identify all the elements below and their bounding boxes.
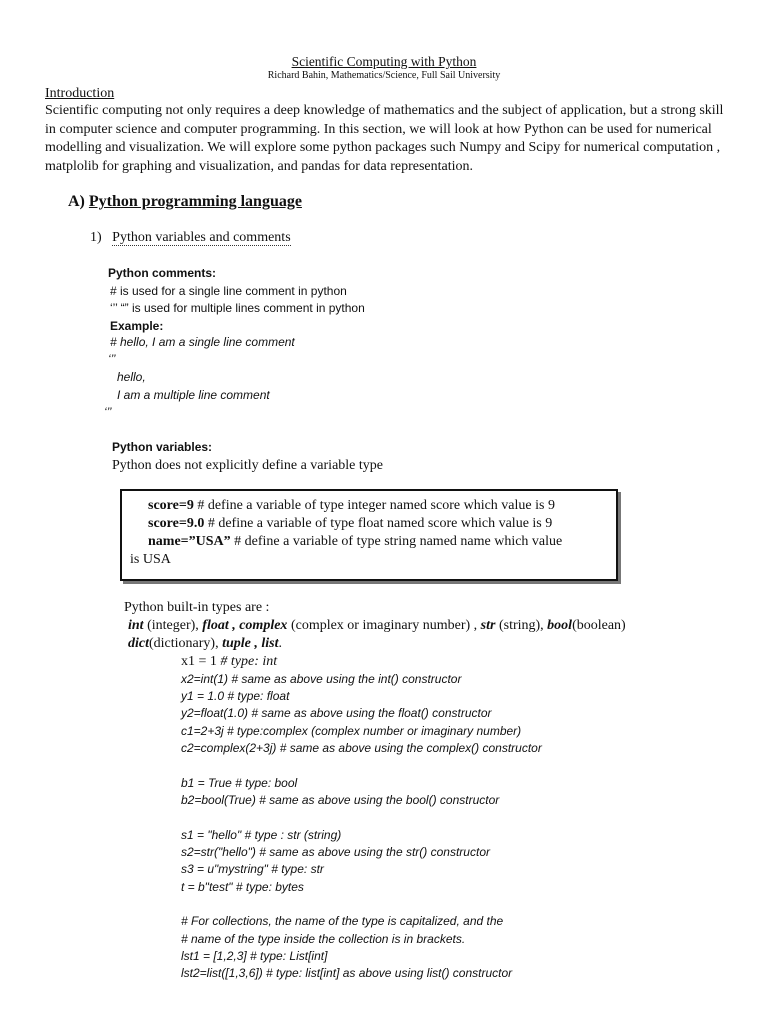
type-complex-desc: (complex or imaginary number) , xyxy=(287,618,481,633)
code-line: c1=2+3j # type:complex (complex number or imaginary number) xyxy=(181,724,522,738)
comments-label: Python comments: xyxy=(108,266,217,280)
code-line: b2=bool(True) # same as above using the bool() constructor xyxy=(181,793,500,807)
section-a-prefix: A) xyxy=(68,193,85,210)
comments-line-1: # is used for a single line comment in python xyxy=(110,284,347,298)
variables-description: Python does not explicitly define a variable type xyxy=(112,458,383,473)
builtin-types-line-2 xyxy=(128,636,282,652)
box-line-1-code: score=9 xyxy=(148,498,194,513)
example-label: Example: xyxy=(110,319,164,333)
code-line: y2=float(1.0) # same as above using the float() constructor xyxy=(181,706,492,720)
builtin-intro: Python built-in types are : xyxy=(124,600,270,615)
type-bool-desc: (boolean) xyxy=(572,618,626,633)
box-line-1 xyxy=(148,498,555,514)
type-tuple-list: tuple , list xyxy=(222,636,279,651)
code-line: # For collections, the name of the type is capitalized, and the xyxy=(181,914,504,928)
code-line: t = b"test" # type: bytes xyxy=(181,880,304,894)
intro-heading: Introduction xyxy=(45,86,115,101)
variable-examples-box xyxy=(120,489,618,581)
document-author: Richard Bahin, Mathematics/Science, Full Sail University xyxy=(267,70,501,81)
box-line-2 xyxy=(148,516,552,532)
example-line-2: ‘’’ xyxy=(108,352,116,366)
code-line: s1 = "hello" # type : str (string) xyxy=(181,828,342,842)
code-x1-comment: # type: int xyxy=(220,654,278,669)
type-dict-desc: (dictionary), xyxy=(149,636,223,651)
variables-label: Python variables: xyxy=(112,440,213,454)
code-line: x2=int(1) # same as above using the int() constructor xyxy=(181,672,462,686)
type-bool: bool xyxy=(547,618,573,633)
example-line-3: hello, xyxy=(117,370,146,384)
type-int-desc: (integer), xyxy=(143,618,203,633)
type-list-end: . xyxy=(278,636,282,651)
code-line: b1 = True # type: bool xyxy=(181,776,298,790)
builtin-types-line-1 xyxy=(128,618,626,634)
subsection-1-number: 1) xyxy=(90,230,102,245)
box-line-3-code: name=”USA” xyxy=(148,534,231,549)
type-dict: dict xyxy=(128,636,149,651)
type-str-desc: (string), xyxy=(495,618,548,633)
code-line: # name of the type inside the collection is in brackets. xyxy=(181,932,466,946)
example-line-1: # hello, I am a single line comment xyxy=(110,335,295,349)
box-line-4: is USA xyxy=(130,552,171,567)
type-int: int xyxy=(128,618,144,633)
box-line-3-text: # define a variable of type string named name which value xyxy=(230,534,563,549)
code-line: s3 = u"mystring" # type: str xyxy=(181,862,324,876)
box-line-1-text: # define a variable of type integer named score which value is 9 xyxy=(193,498,555,513)
box-line-2-code: score=9.0 xyxy=(148,516,205,531)
type-str: str xyxy=(480,618,496,633)
subsection-1-heading xyxy=(90,230,291,246)
code-x1-assign: x1 = 1 xyxy=(181,654,221,669)
box-line-3 xyxy=(148,534,562,550)
example-line-4: I am a multiple line comment xyxy=(117,388,270,402)
example-line-5: ‘’’ xyxy=(104,405,112,419)
section-a-heading xyxy=(68,193,302,211)
code-line: lst1 = [1,2,3] # type: List[int] xyxy=(181,949,328,963)
code-line: c2=complex(2+3j) # same as above using the complex() constructor xyxy=(181,741,542,755)
intro-paragraph: Scientific computing not only requires a deep knowledge of mathematics and the subject of application, but a strong skill in computer science and computer programming. In this section, we will look at how Python can be used for numerical modelling and visualization. We will explore some python packages such Numpy and Scipy for numerical computation , matplolib for graphing and visualization, and pandas for data representation. xyxy=(45,103,724,174)
code-line: lst2=list([1,3,6]) # type: list[int] as above using list() constructor xyxy=(181,966,513,980)
subsection-1-title: Python variables and comments xyxy=(112,230,291,245)
section-a-title: Python programming language xyxy=(88,193,302,210)
document-title: Scientific Computing with Python xyxy=(291,54,477,69)
code-line: s2=str("hello") # same as above using the str() constructor xyxy=(181,845,490,859)
code-line: y1 = 1.0 # type: float xyxy=(181,689,290,703)
code-x1 xyxy=(181,654,277,670)
comments-line-2: ‘’’ “” is used for multiple lines comment in python xyxy=(110,301,365,315)
type-float-complex: float , complex xyxy=(202,618,288,633)
box-line-2-text: # define a variable of type float named score which value is 9 xyxy=(204,516,553,531)
